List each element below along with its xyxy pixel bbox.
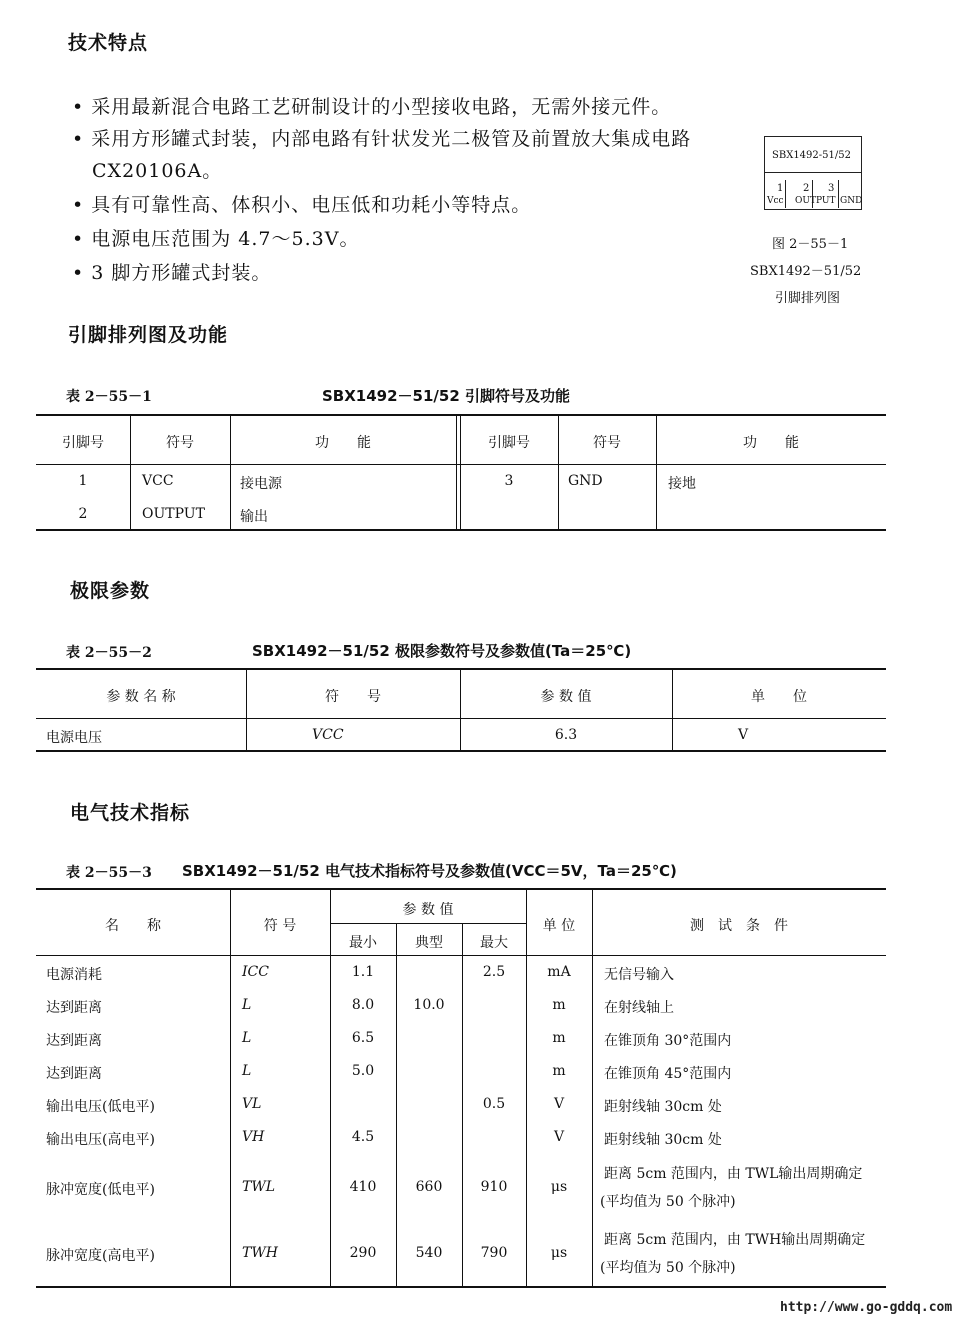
table3-cell-max: 910 (480, 1179, 508, 1195)
table1-cell: OUTPUT (142, 506, 205, 522)
table3-header: 符 号 (263, 918, 297, 934)
table3-cell-min: 5.0 (351, 1063, 375, 1079)
table3-cell-name: 输出电压(低电平) (46, 1099, 155, 1115)
feature-line: • 具有可靠性高、体积小、电压低和功耗小等特点。 (72, 194, 532, 216)
table3-cell-symbol: ICC (242, 964, 269, 980)
table3-number: 表 2－55－3 (66, 865, 152, 881)
table3-cell-symbol: VH (242, 1129, 265, 1145)
table3-cell-cond: 距射线轴 30cm 处 (604, 1132, 722, 1148)
table1-cell: VCC (142, 473, 174, 489)
section-title-features: 技术特点 (68, 32, 149, 54)
table1-header: 符号 (593, 435, 621, 451)
feature-line: • 采用最新混合电路工艺研制设计的小型接收电路，无需外接元件。 (72, 96, 672, 118)
table2-cell: V (738, 727, 749, 743)
table3-cell-unit: mA (547, 964, 571, 980)
table1-header: 引脚号 (488, 435, 530, 451)
table3-cell-typ: 660 (415, 1179, 443, 1195)
table1-number: 表 2－55－1 (66, 389, 152, 405)
table3-title: SBX1492－51/52 电气技术指标符号及参数值(VCC＝5V，Ta＝25℃) (182, 862, 677, 880)
table1-cell: 2 (78, 506, 88, 522)
section-title-electrical: 电气技术指标 (70, 802, 191, 824)
figure-caption-part: SBX1492－51/52 (750, 264, 862, 279)
table3-cell-min: 6.5 (351, 1030, 375, 1046)
feature-line: • 电源电压范围为 4.7～5.3V。 (72, 228, 360, 250)
table3-header: 最大 (480, 935, 508, 951)
pin-name: Vcc (767, 196, 784, 206)
table3-cell-unit: μs (550, 1245, 568, 1261)
figure-caption-title: 引脚排列图 (775, 291, 841, 306)
table3-cell-symbol: L (242, 1063, 252, 1079)
pin-diagram-part-label: SBX1492-51/52 (772, 150, 851, 161)
table3-cell-name: 输出电压(高电平) (46, 1132, 155, 1148)
table3-cell-min: 1.1 (351, 964, 375, 980)
table3-cell-max: 790 (480, 1245, 508, 1261)
table1-header: 功 能 (315, 435, 371, 451)
table1-cell: GND (568, 473, 603, 489)
table3-cell-name: 达到距离 (46, 1066, 102, 1082)
feature-line: • 3 脚方形罐式封装。 (72, 262, 272, 284)
table3-cell-name: 脉冲宽度(低电平) (46, 1182, 155, 1198)
feature-line: • 采用方形罐式封装，内部电路有针状发光二极管及前置放大集成电路 (72, 128, 692, 150)
pin-number: 2 (803, 183, 810, 194)
table3-header: 名 称 (105, 918, 161, 934)
table2-header: 参 数 名 称 (106, 689, 176, 705)
table3-cell-unit: m (552, 1063, 566, 1079)
figure-caption-number: 图 2－55－1 (772, 237, 849, 252)
table3-cell-unit: μs (550, 1179, 568, 1195)
table1-cell: 1 (78, 473, 88, 489)
table3-cell-symbol: TWH (242, 1245, 278, 1261)
table3-cell-typ: 10.0 (413, 997, 445, 1013)
table3-cell-cond: 无信号输入 (604, 967, 674, 983)
table3-cell-min: 4.5 (351, 1129, 375, 1145)
table2-header: 参 数 值 (540, 689, 592, 705)
table3-cell-symbol: L (242, 997, 252, 1013)
table2-cell: 电源电压 (46, 730, 102, 746)
table3-cell-cond: 在射线轴上 (604, 1000, 674, 1016)
pin-name: GND (840, 196, 863, 206)
table3-header: 测 试 条 件 (690, 918, 788, 934)
table2-title: SBX1492－51/52 极限参数符号及参数值(Ta＝25℃) (252, 642, 632, 660)
table3-cell-cond: 距离 5cm 范围内，由 TWH输出周期确定 (604, 1232, 866, 1248)
table3-cell-unit: V (553, 1129, 565, 1145)
table3-cell-name: 电源消耗 (46, 967, 102, 983)
table1-cell: 接地 (668, 476, 696, 492)
table2-header: 单 位 (751, 689, 807, 705)
table3-cell-min: 8.0 (351, 997, 375, 1013)
table2-cell: VCC (312, 727, 344, 743)
table3-cell-unit: m (552, 997, 566, 1013)
table2-number: 表 2－55－2 (66, 645, 152, 661)
table3-cell-symbol: TWL (242, 1179, 276, 1195)
table3-cell-cond: 在锥顶角 45°范围内 (604, 1066, 732, 1082)
pin-name: OUTPUT (795, 196, 836, 206)
table3-cell-max: 0.5 (482, 1096, 506, 1112)
table1-cell: 输出 (240, 509, 268, 525)
table3-header: 参 数 值 (402, 902, 454, 918)
table3-cell-unit: m (552, 1030, 566, 1046)
table3-header: 最小 (349, 935, 377, 951)
table2-cell: 6.3 (554, 727, 578, 743)
table3-cell-cond: 距离 5cm 范围内，由 TWL输出周期确定 (604, 1166, 863, 1182)
table3-cell-cond: (平均值为 50 个脉冲) (600, 1260, 736, 1276)
pin-number: 3 (828, 183, 835, 194)
section-title-pins: 引脚排列图及功能 (68, 324, 229, 346)
table3-header: 典型 (415, 935, 443, 951)
table3-cell-max: 2.5 (482, 964, 506, 980)
table3-cell-cond: (平均值为 50 个脉冲) (600, 1194, 736, 1210)
table1-title: SBX1492－51/52 引脚符号及功能 (322, 387, 570, 405)
table3-cell-name: 脉冲宽度(高电平) (46, 1248, 155, 1264)
table3-cell-name: 达到距离 (46, 1033, 102, 1049)
table3-cell-symbol: L (242, 1030, 252, 1046)
table1-cell: 接电源 (240, 476, 282, 492)
feature-line: CX20106A。 (92, 160, 223, 182)
table2-header: 符 号 (325, 689, 381, 705)
pin-number: 1 (777, 183, 784, 194)
table3-cell-name: 达到距离 (46, 1000, 102, 1016)
table3-cell-cond: 距射线轴 30cm 处 (604, 1099, 722, 1115)
table1-cell: 3 (504, 473, 514, 489)
table3-cell-cond: 在锥顶角 30°范围内 (604, 1033, 732, 1049)
table3-cell-symbol: VL (242, 1096, 262, 1112)
table3-cell-typ: 540 (415, 1245, 443, 1261)
table3-cell-min: 290 (349, 1245, 377, 1261)
table3-cell-min: 410 (349, 1179, 377, 1195)
section-title-limits: 极限参数 (70, 580, 151, 602)
table1-header: 符号 (166, 435, 194, 451)
footer-url: http://www.go-gddq.com (780, 1300, 953, 1315)
table3-header: 单 位 (542, 918, 576, 934)
table3-cell-unit: V (553, 1096, 565, 1112)
table1-header: 引脚号 (62, 435, 104, 451)
table1-header: 功 能 (743, 435, 799, 451)
